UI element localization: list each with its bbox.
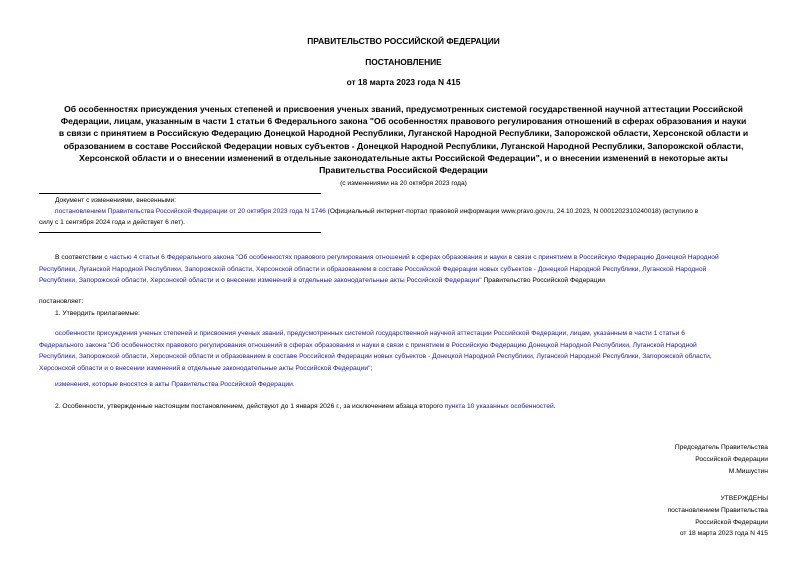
title-line: Федерации, лицам, указанным в части 1 статьи 6 Федерального закона "Об особенностях правового регулирования отношений в сферах образования и науки <box>60 116 747 127</box>
title-line: образованием в составе Российской Федерации новых субъектов - Донецкой Народной Республики, Луганской Народной Республики, Запорожской области, <box>63 140 744 151</box>
item-2-link[interactable]: пункта 10 указанных особенностей <box>444 403 554 410</box>
item-2-text: 2. Особенности, утвержденные настоящим постановлением, действуют до 1 января 2026 г., за исключением абзаца второго <box>55 403 445 410</box>
changes-effective: силу с 1 сентября 2024 года и действует 6 лет). <box>39 219 185 226</box>
amendment-link[interactable]: постановлением Правительства Российской Федерации от 20 октября 2023 года N 1746 <box>55 208 326 215</box>
signature-position: Председатель Правительства <box>674 444 768 451</box>
changes-heading: Документ с изменениями, внесенными: <box>55 197 177 204</box>
approved-heading: УТВЕРЖДЕНЫ <box>720 495 768 502</box>
changes-line <box>55 206 775 217</box>
document-title <box>20 103 787 176</box>
item-2-suffix: . <box>553 403 556 410</box>
item-1: 1. Утвердить прилагаемые: <box>55 310 140 317</box>
divider-bottom <box>39 232 321 233</box>
law-link-cont[interactable]: Республики, Запорожской области, Херсонской области и о внесении изменений в отдельные законодательные акты Российской Федерации" <box>39 277 482 285</box>
signature-name: М.Мишустин <box>728 467 768 475</box>
document-type: ПОСТАНОВЛЕНИЕ <box>365 57 442 67</box>
changes-link[interactable]: изменения, которые вносятся в акты Правительства Российской Федерации. <box>55 381 295 388</box>
decides: постановляет: <box>39 298 84 305</box>
preamble <box>39 252 774 287</box>
approved-block <box>568 493 768 540</box>
revision-note: (с изменениями на 20 октября 2023 года) <box>340 180 467 187</box>
approved-date: от 18 марта 2023 года N 415 <box>679 530 768 538</box>
title-line: Правительства Российской Федерации <box>319 165 488 176</box>
features-link[interactable]: особенности присуждения ученых степеней и присвоения ученых званий, предусмотренных системой государственной научной аттестации Российской Федерации, лицам, указанным в части 1 статьи 6 <box>55 330 685 337</box>
approved-org: Российской Федерации <box>695 518 768 526</box>
government-heading: ПРАВИТЕЛЬСТВО РОССИЙСКОЙ ФЕДЕРАЦИИ <box>307 36 500 46</box>
document-date-number: от 18 марта 2023 года N 415 <box>346 77 461 87</box>
title-line: Об особенностях присуждения ученых степеней и присвоения ученых званий, предусмотренных системой государственной научной аттестации Российской <box>64 104 743 114</box>
title-line: Херсонской области и о внесении изменений в отдельные законодательные акты Российской Федерации", и о внесении изменений в некоторые акты <box>79 152 728 163</box>
features-paragraph <box>39 328 774 374</box>
signature-block <box>568 442 768 477</box>
amendment-source: (Официальный интернет-портал правовой информации www.pravo.gov.ru, 24.10.2023, N 0001202310240018) (вступило в <box>325 208 699 215</box>
title-line: в связи с принятием в Российскую Федерацию Донецкой Народной Республики, Луганской Народной Республики, Запорожской области, Херсонской области и <box>58 128 749 139</box>
law-link-cont[interactable]: Республики, Луганской Народной Республики, Запорожской области, Херсонской области и образованием в составе Российской Федерации новых субъектов - Донецкой Народной Республики, Луганской Народной <box>39 265 707 273</box>
signature-org: Российской Федерации <box>695 455 768 463</box>
item-2 <box>55 401 556 413</box>
divider-top <box>39 193 321 194</box>
features-link-cont[interactable]: Республики, Запорожской области, Херсонской области и образованием в составе Российской Федерации новых субъектов - Донецкой Народной Республики, Луганской Народной Республики, Запорожской области, <box>39 353 712 361</box>
preamble-suffix: Правительство Российской Федерации <box>481 277 606 285</box>
features-link-cont[interactable]: Херсонской области и о внесении изменений в отдельные законодательные акты Российской Федерации"; <box>39 364 373 372</box>
features-link-cont[interactable]: Федерального закона "Об особенностях правового регулирования отношений в сферах образования и науки в связи с принятием в Российскую Федерацию Донецкой Народной Республики, Луганской Народной <box>39 341 697 349</box>
approved-by: постановлением Правительства <box>667 506 768 514</box>
preamble-prefix: В соответствии с <box>55 254 110 261</box>
law-link[interactable]: частью 4 статьи 6 Федерального закона "Об особенностях правового регулирования отношений в сферах образования и науки в связи с принятием в Российскую Федерацию Донецкой Народной <box>109 254 719 261</box>
